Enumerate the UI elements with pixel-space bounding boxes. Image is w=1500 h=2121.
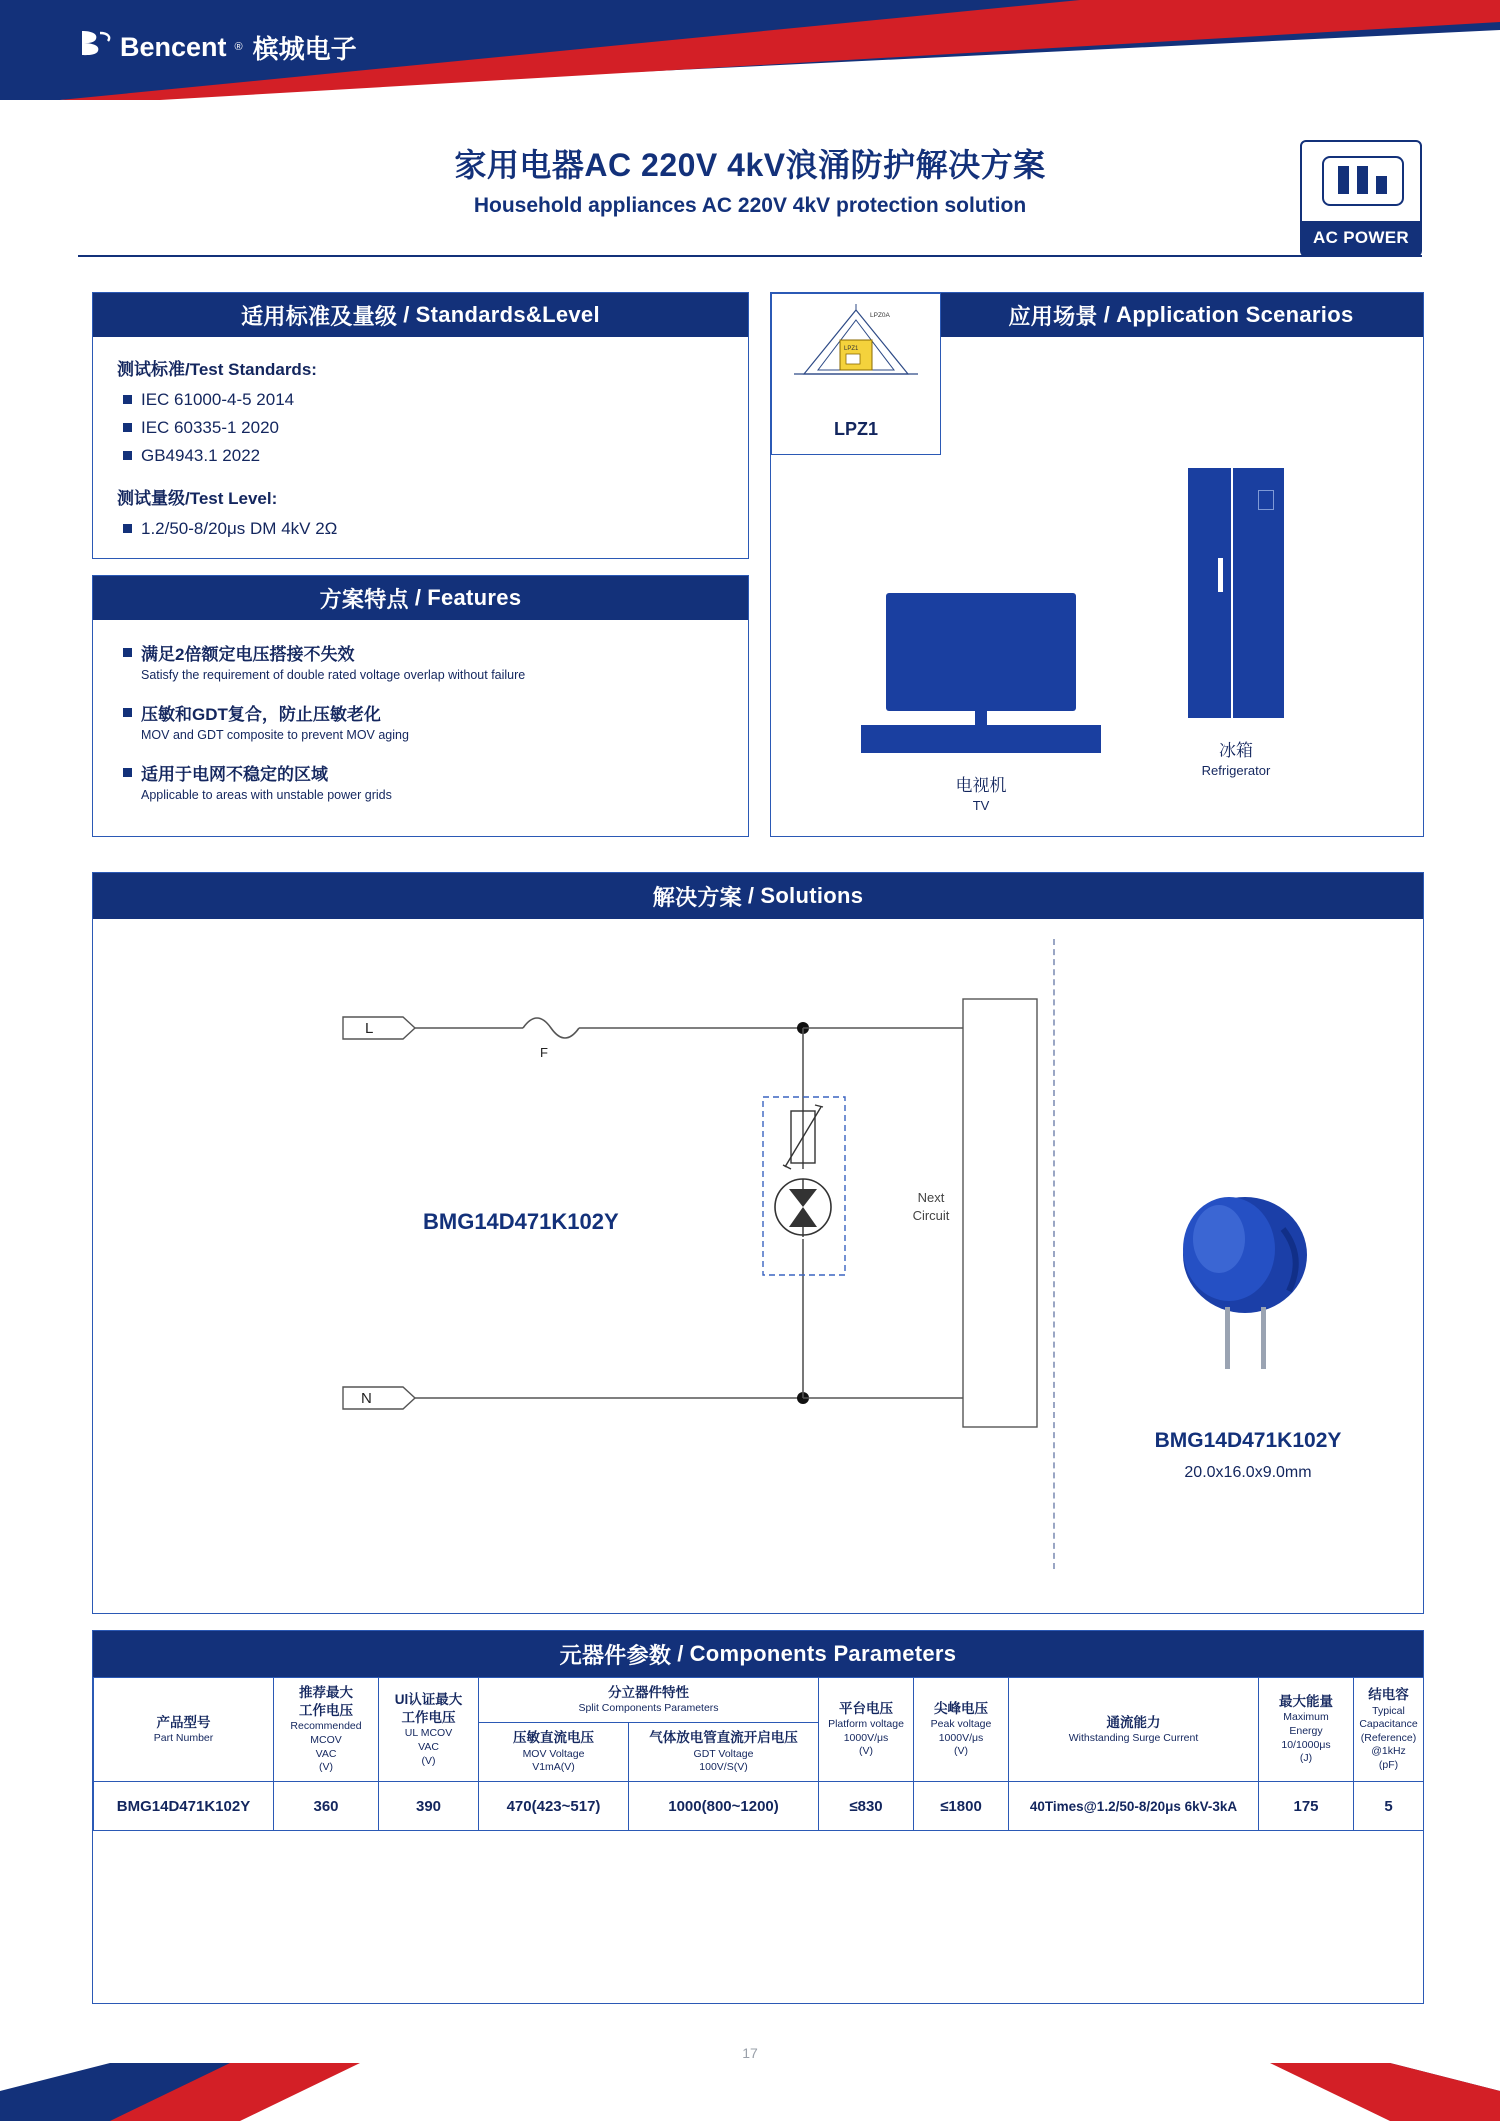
logo-registered-mark: ® [234,41,243,53]
col-part-number-cn: 产品型号 [156,1714,211,1730]
cell-platform-voltage: ≤830 [819,1782,914,1831]
col-gdt-en2: 100V/S(V) [699,1761,748,1774]
col-platform-unit: (V) [859,1745,874,1758]
svg-text:N: N [361,1390,372,1407]
tv-neck-icon [975,711,987,725]
col-peak-en: Peak voltage [930,1718,992,1731]
feature-title-en: Satisfy the requirement of double rated voltage overlap without failure [141,668,526,682]
col-cap-en: Typical [1372,1704,1405,1717]
col-platform-en2: 1000V/μs [843,1731,889,1744]
standards-header-en: Standards&Level [415,302,600,327]
feature-title-cn: 满足2倍额定电压搭接不失效 [141,645,355,664]
test-level-list [117,515,724,543]
applications-header [939,293,1423,337]
col-energy-en: Maximum [1283,1711,1329,1724]
feature-item [117,760,724,802]
col-ul-mcov-cn2: 工作电压 [401,1710,456,1726]
application-caption-cn: 电视机 [955,776,1007,795]
col-mov-cn: 压敏直流电压 [513,1730,594,1746]
solutions-header-en: Solutions [760,883,864,908]
col-mov-en2: V1mA(V) [532,1761,575,1774]
parameters-header [93,1631,1423,1677]
solutions-divider [1053,939,1055,1569]
lpz-card [771,293,941,455]
col-peak-unit: (V) [954,1745,969,1758]
col-ul-mcov [379,1678,479,1782]
col-energy-en2: Energy [1289,1724,1323,1737]
product-dimensions: 20.0x16.0x9.0mm [1184,1464,1312,1481]
title-divider [78,255,1422,257]
features-header-cn: 方案特点 [319,586,409,612]
refrigerator-handle-icon [1218,558,1223,592]
plug-pin-icon [1376,176,1387,194]
refrigerator-panel-icon [1258,490,1274,510]
col-part-number-en: Part Number [153,1731,214,1744]
col-surge-en: Withstanding Surge Current [1068,1731,1199,1744]
test-level-label: 测试量级/Test Level: [117,489,278,509]
standards-header-sep: / [403,302,410,327]
col-mov-en: MOV Voltage [522,1747,585,1760]
test-standards-label: 测试标准/Test Standards: [117,360,317,379]
list-item: IEC 61000-4-5 2014 [117,386,724,414]
applications-header-en: Application Scenarios [1116,302,1354,327]
page-subtitle: Household appliances AC 220V 4kV protection solution [473,194,1027,217]
svg-text:L: L [365,1020,374,1037]
feature-title-cn: 适用于电网不稳定的区域 [141,765,328,784]
group-header-cn: 分立器件特性 [608,1685,689,1701]
col-cap-en3: (Reference) [1360,1731,1417,1744]
application-caption-cn: 冰箱 [1219,741,1253,760]
feature-title-en: Applicable to areas with unstable power grids [141,788,392,802]
table-row [94,1782,1424,1831]
cell-part-number: BMG14D471K102Y [94,1782,274,1831]
ac-power-label: AC POWER [1302,221,1420,255]
page-title-block [0,140,1500,218]
svg-text:LPZ1: LPZ1 [844,346,859,352]
col-rec-mcov-unit: (V) [319,1761,333,1774]
application-items [771,473,1423,833]
col-platform-en: Platform voltage [828,1718,904,1731]
col-gdt-voltage [629,1723,819,1782]
lpz-label: LPZ1 [833,419,878,439]
features-header-en: Features [427,585,522,610]
parameters-header-en: Components Parameters [689,1641,957,1666]
parameters-header-sep: / [677,1641,684,1666]
col-platform-cn: 平台电压 [839,1700,894,1716]
col-ul-mcov-cn1: Ul认证最大 [394,1691,463,1707]
next-circuit-line1: Next [917,1190,945,1205]
svg-text:LPZ0A: LPZ0A [870,312,890,319]
col-peak-voltage [914,1678,1009,1782]
cell-rec-mcov: 360 [274,1782,379,1831]
feature-title-cn: 压敏和GDT复合，防止压敏老化 [141,705,381,724]
col-cap-en4: @1kHz [1371,1745,1406,1758]
application-item-tv [861,593,1101,813]
cell-peak-voltage: ≤1800 [914,1782,1009,1831]
col-peak-cn: 尖峰电压 [934,1700,989,1716]
cell-capacitance: 5 [1354,1782,1424,1831]
next-circuit-label [893,1189,969,1225]
col-gdt-en: GDT Voltage [693,1747,754,1760]
footer-banner [0,2063,1500,2121]
tv-screen-icon [886,593,1076,711]
product-part-number: BMG14D471K102Y [1154,1429,1342,1452]
refrigerator-door-split [1231,468,1233,718]
solutions-header-sep: / [747,883,755,908]
solution-device-label: BMG14D471K102Y [423,1209,619,1234]
cell-ul-mcov: 390 [379,1782,479,1831]
cell-surge-current: 40Times@1.2/50-8/20μs 6kV-3kA [1009,1782,1259,1831]
ac-power-badge [1300,140,1422,257]
col-ul-mcov-unit: (V) [421,1754,436,1767]
feature-item [117,640,724,682]
standards-header-cn: 适用标准及量级 [241,303,398,329]
col-rec-mcov-cn2: 工作电压 [299,1703,353,1719]
standards-header [93,293,748,337]
plug-pin-icon [1357,166,1368,194]
col-part-number [94,1678,274,1782]
application-caption-en: Refrigerator [1201,763,1271,778]
col-rec-mcov-en: Recommended MCOV [290,1720,362,1747]
col-cap-en2: Capacitance [1359,1718,1418,1731]
test-standards-list [117,386,724,470]
application-scenarios-section [770,292,1424,837]
tv-stand-icon [861,725,1101,753]
solutions-body [93,919,1423,1612]
page-number: 17 [742,2045,758,2061]
refrigerator-icon [1188,468,1284,718]
parameters-header-cn: 元器件参数 [559,1642,672,1668]
lpz-diagram-icon [790,304,922,396]
logo-mark-icon [78,28,112,66]
list-item: IEC 60335-1 2020 [117,414,724,442]
cell-max-energy: 175 [1259,1782,1354,1831]
col-ul-mcov-en: UL MCOV [404,1727,453,1740]
applications-header-sep: / [1103,302,1111,327]
features-body [93,620,748,802]
standards-body [93,337,748,543]
cell-mov-voltage: 470(423~517) [479,1782,629,1831]
applications-header-cn: 应用场景 [1008,303,1098,329]
circuit-schematic [103,939,1043,1599]
application-item-refrigerator [1121,468,1351,778]
svg-text:F: F [540,1045,548,1060]
list-item: GB4943.1 2022 [117,442,724,470]
logo-name: Bencent [120,31,227,62]
feature-title-en: MOV and GDT composite to prevent MOV aging [141,728,409,742]
col-rec-mcov [274,1678,379,1782]
col-rec-mcov-en2: VAC [315,1747,337,1760]
table-header-row-1 [94,1678,1424,1723]
col-energy-en3: 10/1000μs [1281,1738,1331,1751]
list-item: 1.2/50-8/20μs DM 4kV 2Ω [117,515,724,543]
product-photo [1133,1169,1363,1399]
col-rec-mcov-cn1: 推荐最大 [299,1685,353,1700]
col-energy-unit: (J) [1299,1752,1313,1765]
components-parameters-section [92,1630,1424,2004]
logo-glyph-icon [78,28,112,58]
col-platform-voltage [819,1678,914,1782]
col-energy-cn: 最大能量 [1279,1694,1334,1710]
solutions-section [92,872,1424,1614]
lpz-svg-icon [790,304,922,396]
col-max-energy [1259,1678,1354,1782]
application-caption-en: TV [972,798,990,813]
features-section [92,575,749,837]
col-capacitance [1354,1678,1424,1782]
standards-section [92,292,749,559]
page-title: 家用电器AC 220V 4kV浪涌防护解决方案 [454,147,1046,183]
col-ul-mcov-en2: VAC [418,1740,439,1753]
features-header-sep: / [414,585,422,610]
col-surge-current [1009,1678,1259,1782]
logo-name-cn: 槟城电子 [252,33,357,64]
col-gdt-cn: 气体放电管直流开启电压 [649,1730,798,1746]
solutions-header-cn: 解决方案 [652,884,742,910]
col-cap-cn: 结电容 [1368,1687,1409,1703]
col-group-split-components [479,1678,819,1723]
top-banner [0,0,1500,100]
feature-item [117,700,724,742]
col-surge-cn: 通流能力 [1106,1714,1161,1730]
company-logo [78,28,357,66]
col-peak-en2: 1000V/μs [938,1731,984,1744]
col-cap-unit: (pF) [1378,1759,1399,1772]
features-header [93,576,748,620]
cell-gdt-voltage: 1000(800~1200) [629,1782,819,1831]
plug-outline-icon [1322,156,1404,206]
solutions-header [93,873,1423,919]
col-mov-voltage [479,1723,629,1782]
next-circuit-line2: Circuit [912,1208,950,1224]
parameters-table [93,1677,1424,1831]
plug-pin-icon [1338,166,1349,194]
group-header-en: Split Components Parameters [578,1702,719,1715]
